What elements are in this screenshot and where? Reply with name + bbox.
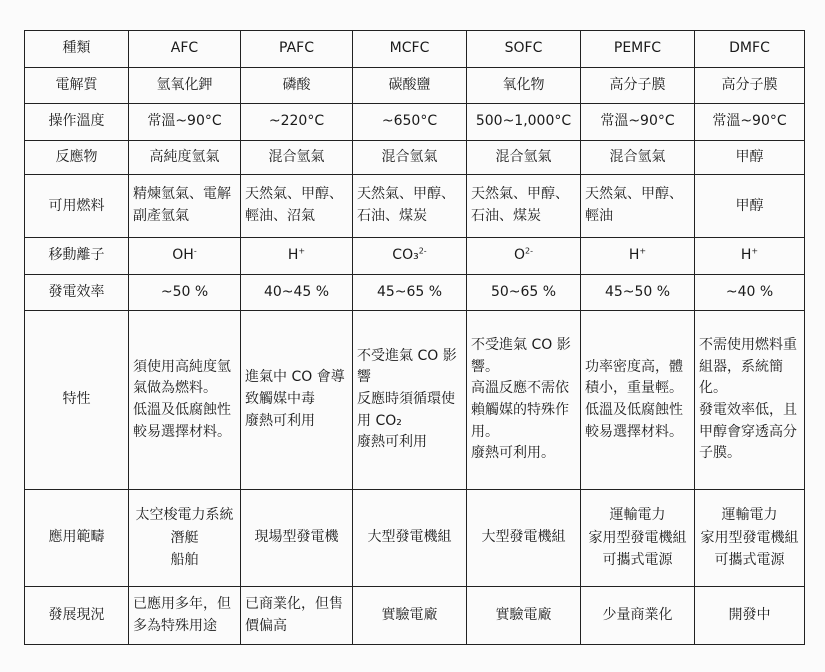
ion-charge: 2- bbox=[525, 246, 533, 256]
cell-line: 實驗電廠 bbox=[381, 607, 438, 624]
table-cell bbox=[695, 489, 805, 586]
table-cell bbox=[467, 175, 581, 238]
cell-line: 天然氣、甲醇、 bbox=[585, 186, 683, 203]
cell-line: 精煉氫氣、電解 bbox=[133, 186, 231, 203]
cell-line: 致觸媒中毒 bbox=[245, 391, 315, 408]
row-label: 移動離子 bbox=[25, 238, 129, 275]
table-cell: ~220°C bbox=[241, 104, 353, 141]
cell-line: 須使用高純度氫 bbox=[133, 358, 231, 375]
cell-line: 較易選擇材料。 bbox=[133, 423, 231, 440]
table-cell bbox=[241, 238, 353, 275]
cell-line: 運輸電力 bbox=[721, 507, 778, 524]
cell-line: 輕油、沼氣 bbox=[245, 208, 315, 225]
table-cell bbox=[353, 587, 467, 645]
ion-charge: + bbox=[298, 246, 306, 256]
table-cell bbox=[129, 489, 241, 586]
cell-line: 石油、煤炭 bbox=[471, 208, 541, 225]
fuel-cell-comparison-table bbox=[24, 30, 805, 645]
header-row bbox=[25, 31, 805, 68]
cell-line: 家用型發電機組 bbox=[588, 529, 687, 546]
cell-line: 不受進氣 CO 影 bbox=[471, 336, 571, 353]
ion-formula: OH bbox=[172, 247, 194, 264]
table-cell: 高分子膜 bbox=[581, 67, 695, 104]
cell-line: 廢熱可利用 bbox=[357, 434, 427, 451]
row-label: 發展現況 bbox=[25, 587, 129, 645]
ion-formula: H bbox=[287, 247, 299, 264]
cell-line: 船舶 bbox=[170, 552, 199, 569]
type-mcfc: MCFC bbox=[353, 31, 467, 68]
temperature-row bbox=[25, 104, 805, 141]
row-label: 應用範疇 bbox=[25, 489, 129, 586]
table-cell: ~40 % bbox=[695, 274, 805, 311]
ion-row bbox=[25, 238, 805, 275]
ion-formula: CO₃ bbox=[392, 247, 419, 264]
cell-line: 甲醇 bbox=[735, 197, 764, 214]
cell-line: 大型發電機組 bbox=[481, 529, 566, 546]
cell-line: 太空梭電力系統 bbox=[135, 507, 234, 524]
cell-line: 已應用多年，但 bbox=[133, 595, 231, 612]
cell-line: 組器，系統簡 bbox=[699, 358, 783, 375]
table-cell: 混合氫氣 bbox=[467, 140, 581, 175]
ion-charge: + bbox=[751, 246, 759, 256]
cell-line: 進氣中 CO 會導 bbox=[245, 369, 345, 386]
row-label: 發電效率 bbox=[25, 274, 129, 311]
cell-line: 低溫及低腐蝕性 bbox=[133, 401, 231, 418]
cell-line: 用。 bbox=[471, 423, 499, 440]
table-cell bbox=[581, 587, 695, 645]
status-row bbox=[25, 587, 805, 645]
efficiency-row bbox=[25, 274, 805, 311]
cell-line: 高溫反應不需依 bbox=[471, 380, 569, 397]
table-cell bbox=[581, 238, 695, 275]
table-cell bbox=[129, 238, 241, 275]
header-label: 種類 bbox=[25, 31, 129, 68]
cell-line: 反應時須循環使 bbox=[357, 391, 455, 408]
features-row bbox=[25, 311, 805, 490]
cell-line: 現場型發電機 bbox=[254, 529, 339, 546]
cell-line: 不需使用燃料重 bbox=[699, 336, 797, 353]
cell-line: 已商業化，但售 bbox=[245, 595, 343, 612]
table-cell: 常溫~90°C bbox=[581, 104, 695, 141]
table-cell bbox=[353, 489, 467, 586]
table-cell bbox=[353, 238, 467, 275]
table-cell bbox=[353, 311, 467, 490]
table-cell: 甲醇 bbox=[695, 140, 805, 175]
table-cell: 常溫~90°C bbox=[129, 104, 241, 141]
cell-line: 大型發電機組 bbox=[367, 529, 452, 546]
cell-line: 輕油 bbox=[585, 208, 613, 225]
table-cell: 混合氫氣 bbox=[581, 140, 695, 175]
cell-line: 賴觸媒的特殊作 bbox=[471, 401, 569, 418]
cell-line: 氣做為燃料。 bbox=[133, 380, 217, 397]
table-cell: 混合氫氣 bbox=[241, 140, 353, 175]
table-cell: 氫氧化鉀 bbox=[129, 67, 241, 104]
table-cell: 高分子膜 bbox=[695, 67, 805, 104]
cell-line: 副產氫氣 bbox=[133, 208, 189, 225]
type-afc: AFC bbox=[129, 31, 241, 68]
cell-line: 運輸電力 bbox=[609, 507, 666, 524]
type-sofc: SOFC bbox=[467, 31, 581, 68]
cell-line: 響。 bbox=[471, 358, 499, 375]
cell-line: 低溫及低腐蝕性 bbox=[585, 401, 683, 418]
row-label: 特性 bbox=[25, 311, 129, 490]
type-pemfc: PEMFC bbox=[581, 31, 695, 68]
cell-line: 子膜。 bbox=[699, 445, 741, 462]
table-cell bbox=[467, 489, 581, 586]
reactant-row bbox=[25, 140, 805, 175]
type-dmfc: DMFC bbox=[695, 31, 805, 68]
cell-line: 多為特殊用途 bbox=[133, 617, 217, 634]
row-label: 反應物 bbox=[25, 140, 129, 175]
cell-line: 廢熱可利用 bbox=[245, 412, 315, 429]
cell-line: 功率密度高，體 bbox=[585, 358, 683, 375]
cell-line: 天然氣、甲醇、 bbox=[471, 186, 569, 203]
ion-charge: + bbox=[639, 246, 647, 256]
table-cell: 45~50 % bbox=[581, 274, 695, 311]
cell-line: 石油、煤炭 bbox=[357, 208, 427, 225]
table-cell bbox=[695, 587, 805, 645]
table-cell bbox=[467, 587, 581, 645]
table-cell bbox=[581, 175, 695, 238]
table-cell bbox=[695, 311, 805, 490]
table-cell bbox=[241, 587, 353, 645]
table-cell: 混合氫氣 bbox=[353, 140, 467, 175]
cell-line: 可攜式電源 bbox=[602, 552, 673, 569]
type-pafc: PAFC bbox=[241, 31, 353, 68]
table-cell: 磷酸 bbox=[241, 67, 353, 104]
ion-charge: 2- bbox=[418, 246, 427, 256]
cell-line: 價偏高 bbox=[245, 617, 287, 634]
cell-line: 積小，重量輕。 bbox=[585, 380, 683, 397]
cell-line: 不受進氣 CO 影 bbox=[357, 347, 457, 364]
table-cell: 常溫~90°C bbox=[695, 104, 805, 141]
cell-line: 實驗電廠 bbox=[495, 607, 552, 624]
table-cell: 50~65 % bbox=[467, 274, 581, 311]
table-cell bbox=[467, 311, 581, 490]
table-cell bbox=[129, 587, 241, 645]
cell-line: 可攜式電源 bbox=[714, 552, 785, 569]
cell-line: 潛艇 bbox=[170, 529, 199, 546]
cell-line: 少量商業化 bbox=[602, 607, 673, 624]
table-cell bbox=[581, 311, 695, 490]
table-cell bbox=[695, 175, 805, 238]
cell-line: 甲醇會穿透高分 bbox=[699, 423, 797, 440]
cell-line: 用 CO₂ bbox=[357, 412, 402, 429]
cell-line: 天然氣、甲醇、 bbox=[357, 186, 455, 203]
table-cell bbox=[353, 175, 467, 238]
cell-line: 天然氣、甲醇、 bbox=[245, 186, 343, 203]
application-row bbox=[25, 489, 805, 586]
fuel-row bbox=[25, 175, 805, 238]
table-cell: 500~1,000°C bbox=[467, 104, 581, 141]
row-label: 操作溫度 bbox=[25, 104, 129, 141]
table-cell: 碳酸鹽 bbox=[353, 67, 467, 104]
row-label: 電解質 bbox=[25, 67, 129, 104]
ion-charge: - bbox=[193, 246, 197, 256]
cell-line: 化。 bbox=[699, 380, 727, 397]
table-cell bbox=[129, 175, 241, 238]
electrolyte-row bbox=[25, 67, 805, 104]
cell-line: 廢熱可利用。 bbox=[471, 445, 555, 462]
cell-line: 家用型發電機組 bbox=[700, 529, 799, 546]
table-cell: 氧化物 bbox=[467, 67, 581, 104]
table-cell bbox=[241, 489, 353, 586]
table-cell bbox=[695, 238, 805, 275]
ion-formula: H bbox=[628, 247, 640, 264]
table-cell bbox=[241, 311, 353, 490]
table-cell: 45~65 % bbox=[353, 274, 467, 311]
table-cell bbox=[581, 489, 695, 586]
table-cell: 40~45 % bbox=[241, 274, 353, 311]
table-cell bbox=[467, 238, 581, 275]
table-cell bbox=[129, 311, 241, 490]
table-cell bbox=[241, 175, 353, 238]
cell-line: 發電效率低，且 bbox=[699, 401, 797, 418]
ion-formula: H bbox=[740, 247, 752, 264]
table-cell: ~50 % bbox=[129, 274, 241, 311]
cell-line: 較易選擇材料。 bbox=[585, 423, 683, 440]
cell-line: 開發中 bbox=[728, 607, 771, 624]
ion-formula: O bbox=[513, 247, 526, 264]
table-cell: 高純度氫氣 bbox=[129, 140, 241, 175]
row-label: 可用燃料 bbox=[25, 175, 129, 238]
cell-line: 響 bbox=[357, 369, 371, 386]
table-cell: ~650°C bbox=[353, 104, 467, 141]
